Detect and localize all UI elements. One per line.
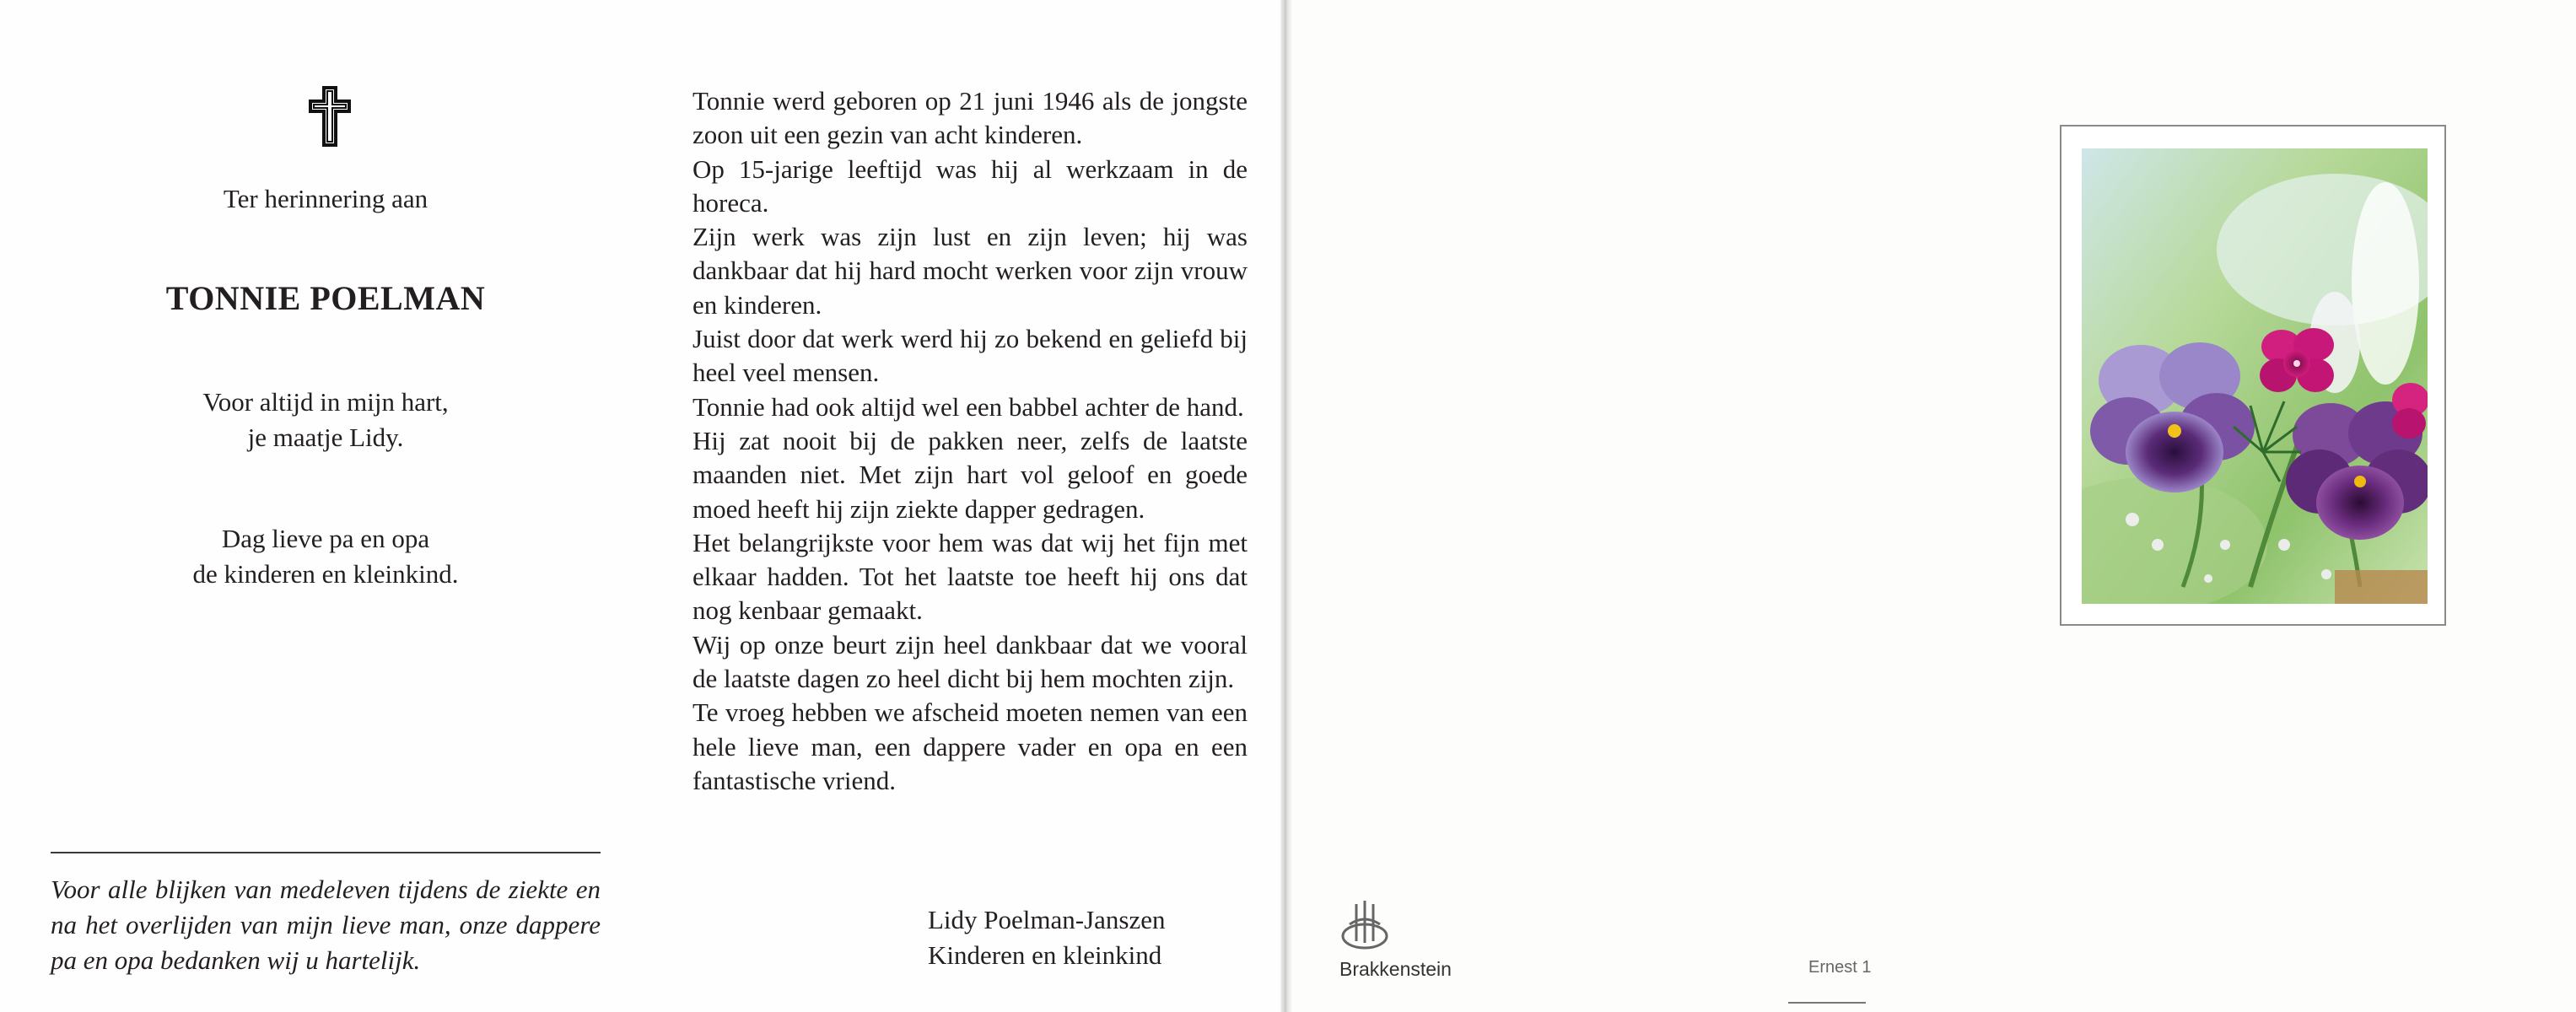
verse-line: de kinderen en kleinkind. <box>192 559 459 589</box>
card-fold <box>1280 0 1292 1012</box>
intro-text: Ter herinnering aan <box>223 184 428 213</box>
bio-paragraph: Op 15-jarige leeftijd was hij al werkzaam in de horeca. <box>693 153 1248 218</box>
verse-line: Dag lieve pa en opa <box>221 524 430 553</box>
verse-children <box>51 521 601 592</box>
bio-paragraph: Hij zat nooit bij de pakken neer, zelfs de laatste maanden niet. Met zijn hart vol geloof en goede moed heeft hij zijn ziekte dapper gedragen. <box>693 425 1248 524</box>
verse-line: je maatje Lidy. <box>247 423 404 452</box>
bio-paragraph: Zijn werk was zijn lust en zijn leven; hij was dankbaar dat hij hard mocht werken voor zijn vrouw en kinderen. <box>693 222 1248 320</box>
thank-you-text: Voor alle blijken van medeleven tijdens de ziekte en na het overlijden van mijn lieve man, onze dappere pa en opa bedanken wij u hartelijk. <box>51 875 601 975</box>
pansy-flowers-image <box>2082 148 2428 604</box>
card-cover-panel <box>1292 0 2576 1012</box>
photo-frame <box>2060 125 2446 626</box>
verse-line: Voor altijd in mijn hart, <box>202 387 449 417</box>
divider-line <box>51 852 601 853</box>
bio-paragraph: Juist door dat werk werd hij zo bekend en geliefd bij heel veel mensen. <box>693 324 1248 388</box>
biography-column <box>693 84 1248 798</box>
deceased-name: TONNIE POELMAN <box>165 279 486 317</box>
signature-line: Kinderen en kleinkind <box>928 940 1162 970</box>
signature-line: Lidy Poelman-Janszen <box>928 905 1166 934</box>
brakkenstein-logo-icon <box>1339 899 1390 951</box>
verse-wife <box>51 385 601 455</box>
signature-block <box>928 902 1245 973</box>
bio-paragraph: Het belangrijkste voor hem was dat wij het fijn met elkaar hadden. Tot het laatste toe heeft hij ons dat nog kenbaar gemaakt. <box>693 527 1248 626</box>
bio-paragraph: Tonnie werd geboren op 21 juni 1946 als de jongste zoon uit een gezin van acht kinderen. <box>693 86 1248 150</box>
bottom-mark <box>1788 1002 1866 1004</box>
bio-paragraph: Tonnie had ook altijd wel een babbel achter de hand. <box>693 391 1244 422</box>
publisher-name: Brakkenstein <box>1339 958 1452 980</box>
design-code: Ernest 1 <box>1808 958 1872 977</box>
cross-icon <box>305 84 354 148</box>
card-inside-panel <box>0 0 1284 1012</box>
bio-paragraph: Wij op onze beurt zijn heel dankbaar dat we vooral de laatste dagen zo heel dicht bij hem mochten zijn. <box>693 629 1248 694</box>
bio-paragraph: Te vroeg hebben we afscheid moeten nemen van een hele lieve man, een dappere vader en opa en een fantastische vriend. <box>693 697 1248 795</box>
